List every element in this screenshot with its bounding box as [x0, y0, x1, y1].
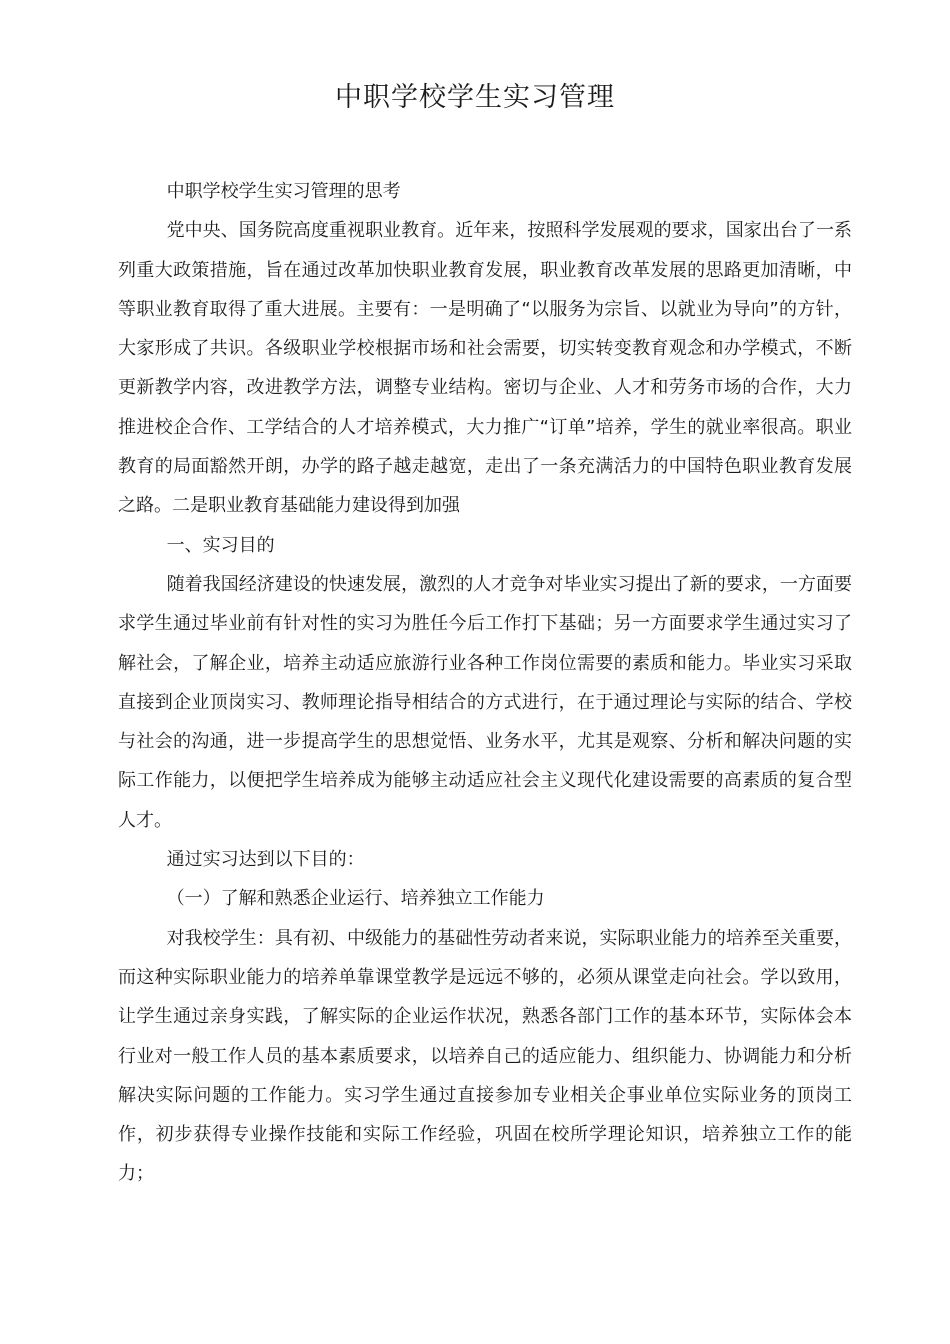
document-title: 中职学校学生实习管理 — [335, 82, 615, 113]
body-paragraph: 党中央、国务院高度重视职业教育。近年来，按照科学发展观的要求，国家出台了一系列重大政策措施，旨在通过改革加快职业教育发展，职业教育改革发展的思路更加清晰，中等职业教育取得了重大进展。主要有：一是明确了“以服务为宗旨、以就业为导向”的方针，大家形成了共识。各级职业学校根据市场和社会需要，切实转变教育观念和办学模式，不断更新教学内容，改进教学方法，调整专业结构。密切与企业、人才和劳务市场的合作，大力推进校企合作、工学结合的人才培养模式，大力推广“订单”培养，学生的就业率很高。职业教育的局面豁然开朗，办学的路子越走越宽，走出了一条充满活力的中国特色职业教育发展之路。二是职业教育基础能力建设得到加强 — [118, 220, 852, 517]
body-paragraph: 通过实习达到以下目的： — [166, 849, 365, 871]
subtitle-paragraph: 中职学校学生实习管理的思考 — [166, 181, 401, 202]
body-paragraph: 随着我国经济建设的快速发展，激烈的人才竞争对毕业实习提出了新的要求，一方面要求学生通过毕业前有针对性的实习为胜任今后工作打下基础；另一方面要求学生通过实习了解社会，了解企业，培养主动适应旅游行业各种工作岗位需要的素质和能力。毕业实习采取直接到企业顶岗实习、教师理论指导相结合的方式进行，在于通过理论与实际的结合、学校与社会的沟通，进一步提高学生的思想觉悟、业务水平，尤其是观察、分析和解决问题的实际工作能力，以便把学生培养成为能够主动适应社会主义现代化建设需要的高素质的复合型人才。 — [118, 573, 852, 831]
subsection-heading: （一）了解和熟悉企业运行、培养独立工作能力 — [166, 888, 545, 910]
section-heading: 一、实习目的 — [166, 534, 275, 556]
document-body — [118, 172, 852, 1194]
body-paragraph: 对我校学生：具有初、中级能力的基础性劳动者来说，实际职业能力的培养至关重要，而这种实际职业能力的培养单靠课堂教学是远远不够的，必须从课堂走向社会。学以致用，让学生通过亲身实践，了解实际的企业运作状况，熟悉各部门工作的基本环节，实际体会本行业对一般工作人员的基本素质要求，以培养自己的适应能力、组织能力、协调能力和分析解决实际问题的工作能力。实习学生通过直接参加专业相关企事业单位实际业务的顶岗工作，初步获得专业操作技能和实际工作经验，巩固在校所学理论知识，培养独立工作的能力； — [118, 927, 852, 1185]
